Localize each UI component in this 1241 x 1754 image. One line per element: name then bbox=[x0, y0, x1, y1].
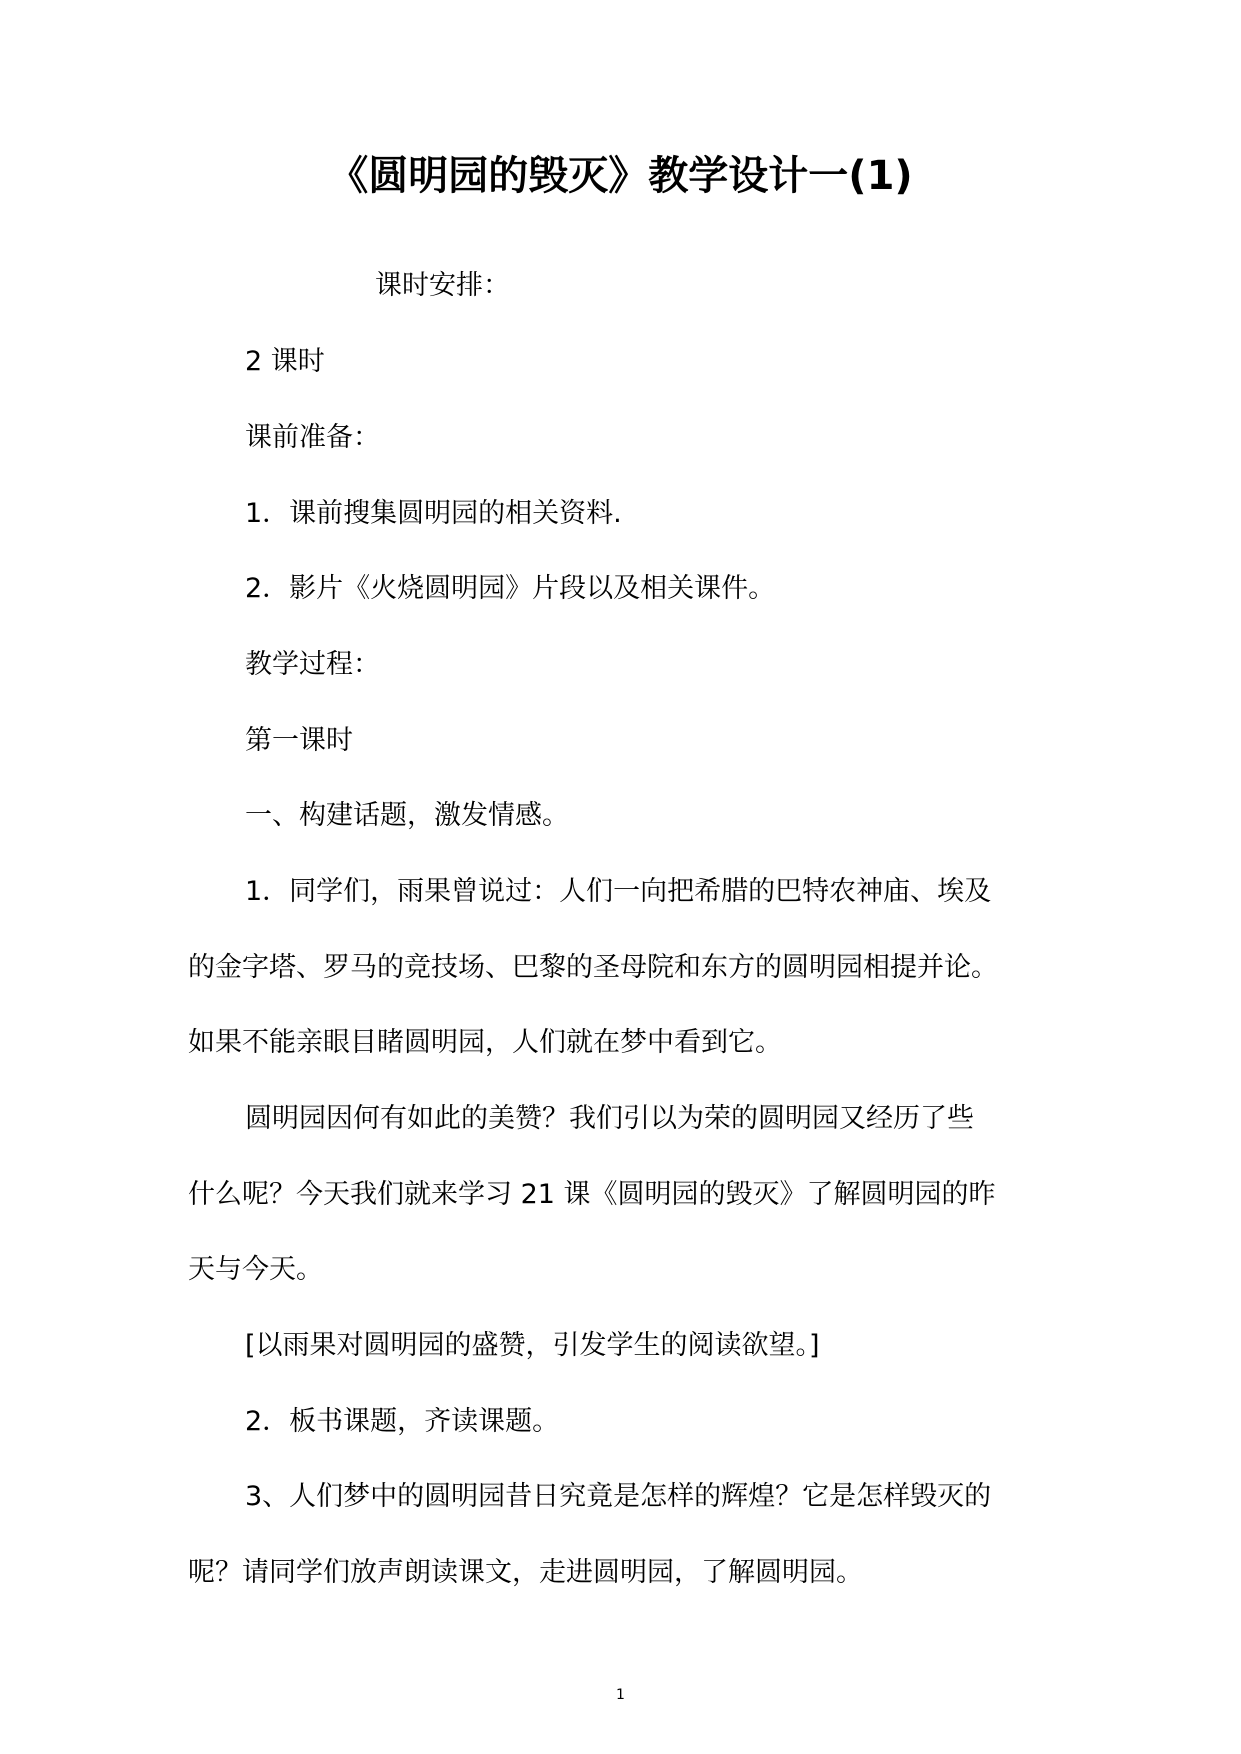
paragraph-line: 1．同学们，雨果曾说过：人们一向把希腊的巴特农神庙、埃及 bbox=[245, 876, 992, 907]
paragraph-line: 什么呢？今天我们就来学习 21 课《圆明园的毁灭》了解圆明园的昨 bbox=[188, 1179, 996, 1210]
paragraph-line: [以雨果对圆明园的盛赞，引发学生的阅读欲望。] bbox=[245, 1330, 820, 1361]
paragraph-line: 3、人们梦中的圆明园昔日究竟是怎样的辉煌？它是怎样毁灭的 bbox=[245, 1481, 992, 1512]
section-heading: 一、构建话题，激发情感。 bbox=[245, 800, 569, 831]
paragraph-line: 圆明园因何有如此的美赞？我们引以为荣的圆明园又经历了些 bbox=[245, 1103, 974, 1134]
paragraph-line: 如果不能亲眼目睹圆明园，人们就在梦中看到它。 bbox=[188, 1027, 782, 1058]
paragraph-line: 天与今天。 bbox=[188, 1254, 323, 1285]
section-heading: 课前准备： bbox=[245, 422, 380, 453]
paragraph-line: 呢？请同学们放声朗读课文，走进圆明园，了解圆明园。 bbox=[188, 1557, 863, 1588]
list-item: 1．课前搜集圆明园的相关资料. bbox=[245, 498, 622, 529]
list-item: 2．影片《火烧圆明园》片段以及相关课件。 bbox=[245, 573, 776, 604]
document-title: 《圆明园的毁灭》教学设计一(1) bbox=[328, 153, 913, 199]
list-item: 2．板书课题，齐读课题。 bbox=[245, 1406, 560, 1437]
schedule-heading: 课时安排： bbox=[375, 270, 510, 301]
paragraph-line: 的金字塔、罗马的竞技场、巴黎的圣母院和东方的圆明园相提并论。 bbox=[188, 952, 998, 983]
page-number: 1 bbox=[616, 1687, 625, 1703]
paragraph-line: 2 课时 bbox=[245, 346, 325, 377]
section-heading: 教学过程： bbox=[245, 649, 380, 680]
section-heading: 第一课时 bbox=[245, 725, 353, 756]
